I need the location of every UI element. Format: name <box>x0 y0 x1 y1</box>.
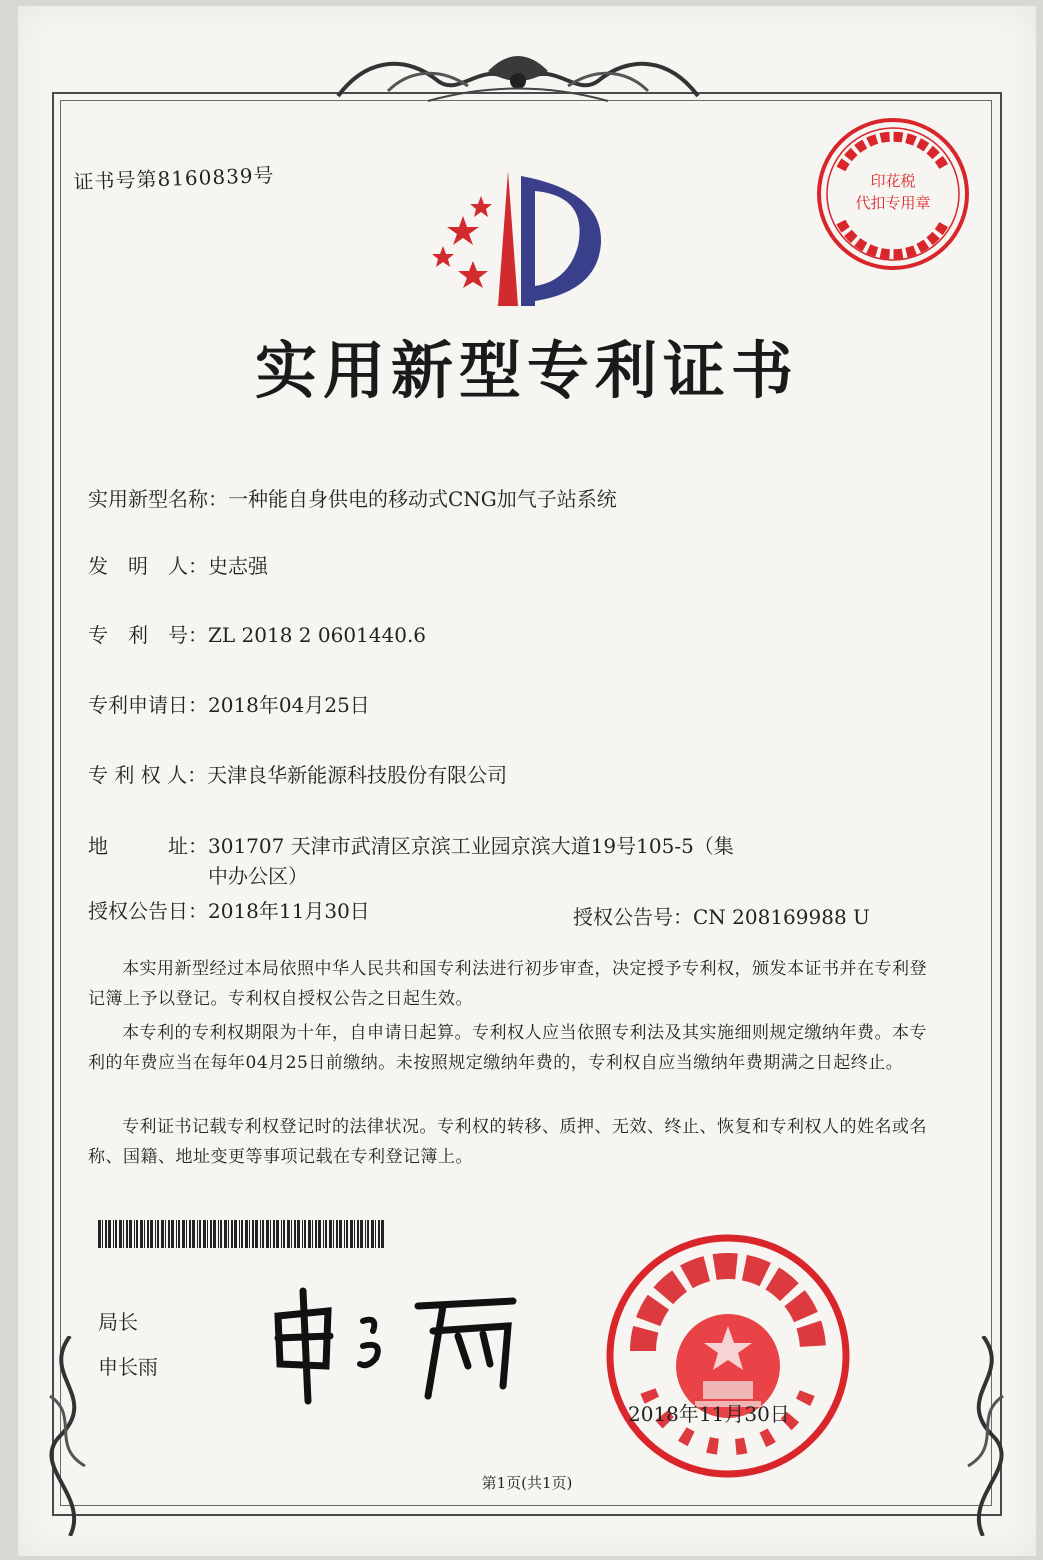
barcode-bar <box>171 1220 174 1248</box>
barcode-bar <box>147 1220 149 1248</box>
cnipa-official-seal <box>603 1231 853 1481</box>
utility-model-name-label: 实用新型名称： <box>88 487 228 511</box>
barcode-bar <box>381 1220 384 1248</box>
barcode-bar <box>182 1220 185 1248</box>
barcode-bar <box>302 1220 303 1248</box>
barcode-bar <box>365 1220 366 1248</box>
utility-model-name-value: 一种能自身供电的移动式CNG加气子站系统 <box>228 487 617 511</box>
barcode-bar <box>266 1220 269 1248</box>
barcode-bar <box>346 1220 348 1248</box>
barcode-bar <box>150 1220 153 1248</box>
barcode-bar <box>344 1220 345 1248</box>
barcode-bar <box>136 1220 138 1248</box>
barcode-bar <box>260 1220 261 1248</box>
barcode-bar <box>325 1220 327 1248</box>
barcode-bar <box>273 1220 275 1248</box>
grant-date-value: 2018年11月30日 <box>208 899 370 923</box>
signatory-role: 局长 <box>98 1310 138 1334</box>
barcode-bar <box>287 1220 290 1248</box>
top-ornament <box>328 36 708 116</box>
barcode-bar <box>283 1220 285 1248</box>
address-label: 地 址： <box>88 834 208 858</box>
barcode-bar <box>197 1220 198 1248</box>
barcode-bar <box>354 1220 355 1248</box>
certificate-title: 实用新型专利证书 <box>254 334 799 407</box>
barcode-bar <box>178 1220 180 1248</box>
barcode-bar <box>165 1220 166 1248</box>
barcode-bar <box>249 1220 250 1248</box>
barcode-bar <box>134 1220 135 1248</box>
barcode-bar <box>126 1220 128 1248</box>
grant-date-row <box>88 896 370 926</box>
barcode-bar <box>318 1220 321 1248</box>
barcode-bar <box>262 1220 264 1248</box>
patent-number-row <box>88 620 426 650</box>
paragraph-1: 本实用新型经过本局依照中华人民共和国专利法进行初步审查，决定授予专利权，颁发本证书并在专利登记簿上予以登记。专利权自授权公告之日起生效。 <box>88 959 927 1009</box>
seal-date: 2018年11月30日 <box>628 1402 790 1426</box>
barcode-bar <box>291 1220 292 1248</box>
barcode-bar <box>231 1220 233 1248</box>
paragraph-3: 专利证书记载专利权登记时的法律状况。专利权的转移、质押、无效、终止、恢复和专利权人的姓名或名称、国籍、地址变更等事项记载在专利登记簿上。 <box>88 1117 927 1167</box>
address-line-2: 中办公区） <box>208 864 308 888</box>
inventor-label: 发 明 人： <box>88 554 208 578</box>
barcode-bar <box>199 1220 201 1248</box>
patent-number-label: 专 利 号： <box>88 623 208 647</box>
barcode-bar <box>323 1220 324 1248</box>
barcode-bar <box>119 1220 122 1248</box>
barcode-bar <box>144 1220 145 1248</box>
barcode-bar <box>98 1220 101 1248</box>
barcode-bar <box>168 1220 170 1248</box>
barcode-bar <box>161 1220 164 1248</box>
barcode-bar <box>294 1220 296 1248</box>
barcode-bar <box>113 1220 114 1248</box>
grant-number-label: 授权公告号： <box>573 905 693 929</box>
barcode <box>98 1220 388 1248</box>
barcode-bar <box>203 1220 206 1248</box>
filing-date-row <box>88 690 370 720</box>
grant-date-label: 授权公告日： <box>88 899 208 923</box>
barcode-bar <box>108 1220 111 1248</box>
svg-text:印花税: 印花税 <box>870 172 916 190</box>
certificate-number: 证书号第8160839号 <box>73 162 275 194</box>
svg-text:代扣专用章: 代扣专用章 <box>855 194 931 212</box>
filing-date-label: 专利申请日： <box>88 693 208 717</box>
barcode-bar <box>375 1220 376 1248</box>
barcode-bar <box>312 1220 313 1248</box>
barcode-bar <box>315 1220 317 1248</box>
grant-number-row <box>573 902 870 932</box>
utility-model-name-row <box>88 484 617 514</box>
certificate-page <box>18 6 1036 1556</box>
barcode-bar <box>213 1220 216 1248</box>
tax-stamp-seal <box>813 114 973 274</box>
barcode-bar <box>218 1220 219 1248</box>
barcode-bar <box>304 1220 306 1248</box>
patent-number-value: ZL 2018 2 0601440.6 <box>208 623 427 647</box>
barcode-bar <box>336 1220 338 1248</box>
address-value <box>208 831 788 891</box>
barcode-bar <box>234 1220 237 1248</box>
handwritten-signature <box>268 1286 528 1406</box>
barcode-bar <box>155 1220 156 1248</box>
inventor-row <box>88 551 268 581</box>
patentee-value: 天津良华新能源科技股份有限公司 <box>207 763 508 787</box>
barcode-bar <box>220 1220 222 1248</box>
barcode-bar <box>378 1220 380 1248</box>
barcode-bar <box>192 1220 195 1248</box>
barcode-bar <box>189 1220 191 1248</box>
patentee-row <box>88 760 507 790</box>
paragraph-2: 本专利的专利权期限为十年，自申请日起算。专利权人应当依照专利法及其实施细则规定缴纳年费。本专利的年费应当在每年04月25日前缴纳。未按照规定缴纳年费的，专利权自应当缴纳年费期满之日起终止。 <box>88 1023 927 1073</box>
barcode-bar <box>157 1220 159 1248</box>
barcode-bar <box>360 1220 363 1248</box>
barcode-bar <box>129 1220 132 1248</box>
barcode-bar <box>239 1220 240 1248</box>
barcode-bar <box>281 1220 282 1248</box>
barcode-bar <box>357 1220 359 1248</box>
barcode-bar <box>105 1220 107 1248</box>
barcode-bar <box>176 1220 177 1248</box>
barcode-bar <box>308 1220 311 1248</box>
barcode-bar <box>329 1220 332 1248</box>
barcode-bar <box>255 1220 258 1248</box>
grant-number-value: CN 208169988 U <box>693 905 870 929</box>
barcode-bar <box>186 1220 187 1248</box>
barcode-bar <box>224 1220 227 1248</box>
barcode-bar <box>123 1220 124 1248</box>
barcode-bar <box>297 1220 300 1248</box>
barcode-bar <box>350 1220 353 1248</box>
signatory-name: 申长雨 <box>98 1355 158 1379</box>
barcode-bar <box>245 1220 248 1248</box>
page-footer: 第1页(共1页) <box>481 1474 573 1492</box>
barcode-bar <box>210 1220 212 1248</box>
barcode-bar <box>371 1220 374 1248</box>
barcode-bar <box>252 1220 254 1248</box>
barcode-bar <box>102 1220 103 1248</box>
barcode-bar <box>339 1220 342 1248</box>
address-row <box>88 831 848 891</box>
barcode-bar <box>140 1220 143 1248</box>
patent-emblem-icon <box>413 161 613 311</box>
filing-date-value: 2018年04月25日 <box>208 693 370 717</box>
barcode-bar <box>333 1220 334 1248</box>
inventor-value: 史志强 <box>208 554 268 578</box>
barcode-bar <box>276 1220 279 1248</box>
barcode-bar <box>115 1220 117 1248</box>
address-line-1: 301707 天津市武清区京滨工业园京滨大道19号105-5（集 <box>208 834 734 858</box>
barcode-bar <box>270 1220 271 1248</box>
barcode-bar <box>228 1220 229 1248</box>
barcode-bar <box>367 1220 369 1248</box>
barcode-bar <box>207 1220 208 1248</box>
patentee-label: 专 利 权 人： <box>88 763 208 787</box>
barcode-bar <box>241 1220 243 1248</box>
bottom-right-ornament <box>943 1336 1023 1536</box>
